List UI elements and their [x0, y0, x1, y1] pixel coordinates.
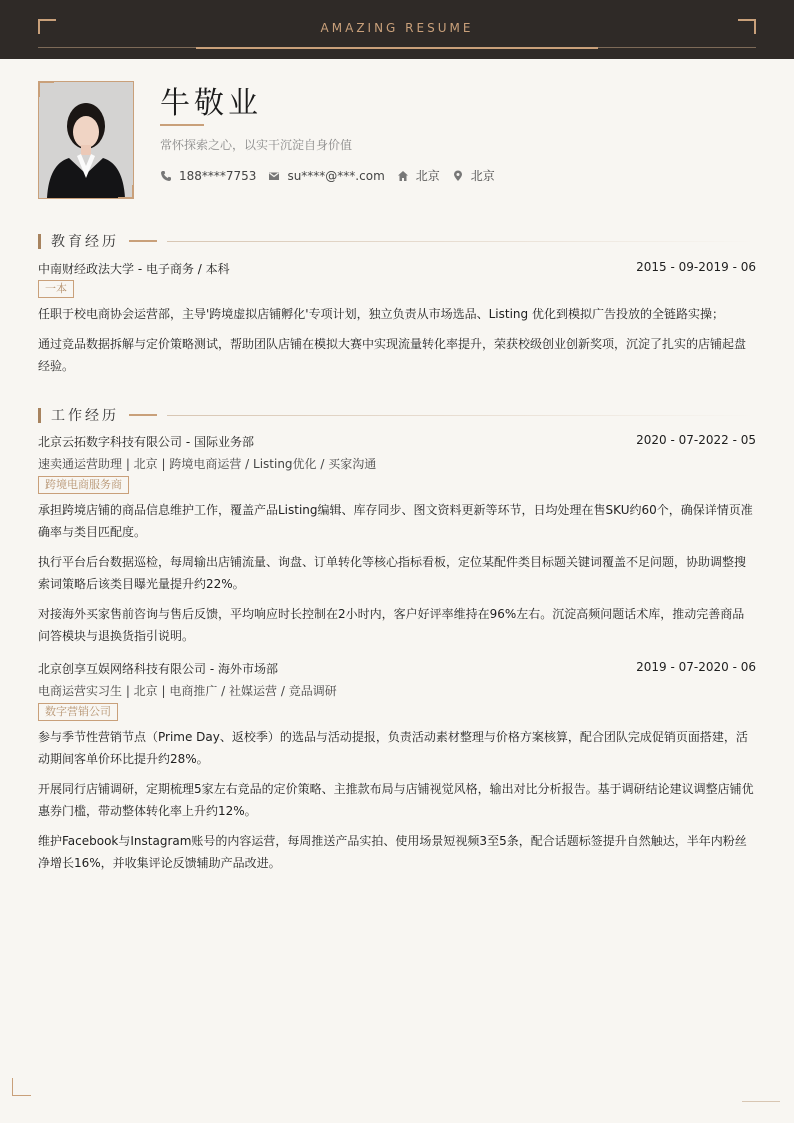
photo-corner	[118, 185, 134, 199]
contact-info	[160, 167, 507, 184]
profile-photo	[38, 81, 134, 199]
education-paragraph: 通过竞品数据拆解与定价策略测试，帮助团队店铺在模拟大赛中实现流量转化率提升，荣获校级创业创新奖项，沉淀了扎实的店铺起盘经验。	[38, 337, 747, 373]
job-role: 速卖通运营助理 | 北京 | 跨境电商运营 / Listing优化 / 买家沟通	[38, 457, 377, 471]
photo-corner	[38, 81, 54, 97]
section-title: 教育经历	[51, 234, 119, 250]
work-section-header	[38, 405, 756, 425]
corner-ornament	[12, 1078, 31, 1096]
job-tag: 跨境电商服务商	[38, 476, 129, 494]
school-line: 中南财经政法大学 - 电子商务 / 本科	[38, 262, 230, 276]
company-line: 北京创享互娱网络科技有限公司 - 海外市场部	[38, 662, 278, 676]
job-paragraph: 执行平台后台数据巡检，每周输出店铺流量、询盘、订单转化等核心指标看板，定位某配件类目标题关键词覆盖不足问题，协助调整搜索词策略后该类目曝光量提升约22%。	[38, 555, 747, 591]
education-tag: 一本	[38, 280, 74, 298]
contact-email[interactable]	[268, 169, 384, 183]
job-tag: 数字营销公司	[38, 703, 118, 721]
education-paragraph: 任职于校电商协会运营部，主导'跨境虚拟店铺孵化'专项计划，独立负责从市场选品、Listing 优化到模拟广告投放的全链路实操；	[38, 307, 724, 321]
candidate-name: 牛敬业	[160, 86, 262, 121]
education-entry	[38, 260, 756, 277]
header-accent-rule	[196, 47, 598, 49]
job-paragraph: 维护Facebook与Instagram账号的内容运营，每周推送产品实拍、使用场景短视频3至5条，配合话题标签提升自然触达，半年内粉丝净增长16%，并收集评论反馈辅助产品改进。	[38, 834, 747, 870]
home-city: 北京	[415, 169, 440, 183]
footer-rule	[742, 1101, 780, 1102]
contact-home	[397, 167, 440, 184]
header-bar	[0, 0, 794, 59]
home-icon	[397, 170, 409, 182]
name-underline	[160, 124, 204, 126]
job-paragraph: 参与季节性营销节点（Prime Day、返校季）的选品与活动提报，负责活动素材整理与价格方案核算，配合团队完成促销页面搭建，活动期间客单价环比提升约28%。	[38, 730, 748, 766]
location-pin-icon	[452, 170, 464, 182]
email-address: su****@***.com	[287, 168, 385, 183]
contact-location	[452, 167, 495, 184]
job-entry	[38, 660, 756, 677]
contact-phone[interactable]	[160, 169, 256, 183]
job-dates: 2019 - 07-2020 - 06	[636, 660, 756, 674]
job-entry	[38, 433, 756, 450]
candidate-motto: 常怀探索之心，以实干沉淀自身价值	[160, 138, 353, 152]
mail-icon	[268, 170, 280, 182]
location-city: 北京	[470, 169, 495, 183]
phone-icon	[160, 170, 172, 182]
job-paragraph: 承担跨境店铺的商品信息维护工作，覆盖产品Listing编辑、库存同步、图文资料更新等环节，日均处理在售SKU约60个，确保详情页准确率与类目匹配度。	[38, 503, 753, 539]
job-paragraph: 对接海外买家售前咨询与售后反馈，平均响应时长控制在2小时内，客户好评率维持在96%左右。沉淀高频问题话术库，推动完善商品问答模块与退换货指引说明。	[38, 607, 745, 643]
education-dates: 2015 - 09-2019 - 06	[636, 260, 756, 274]
education-section-header	[38, 231, 756, 251]
brand-title: AMAZING RESUME	[320, 21, 474, 35]
job-role: 电商运营实习生 | 北京 | 电商推广 / 社媒运营 / 竞品调研	[38, 684, 337, 698]
section-title: 工作经历	[51, 408, 119, 424]
job-dates: 2020 - 07-2022 - 05	[636, 433, 756, 447]
job-paragraph: 开展同行店铺调研，定期梳理5家左右竞品的定价策略、主推款布局与店铺视觉风格，输出对比分析报告。基于调研结论建议调整店铺优惠券门槛，带动整体转化率上升约12%。	[38, 782, 754, 818]
company-line: 北京云拓数字科技有限公司 - 国际业务部	[38, 435, 254, 449]
phone-number: 188****7753	[179, 168, 257, 183]
